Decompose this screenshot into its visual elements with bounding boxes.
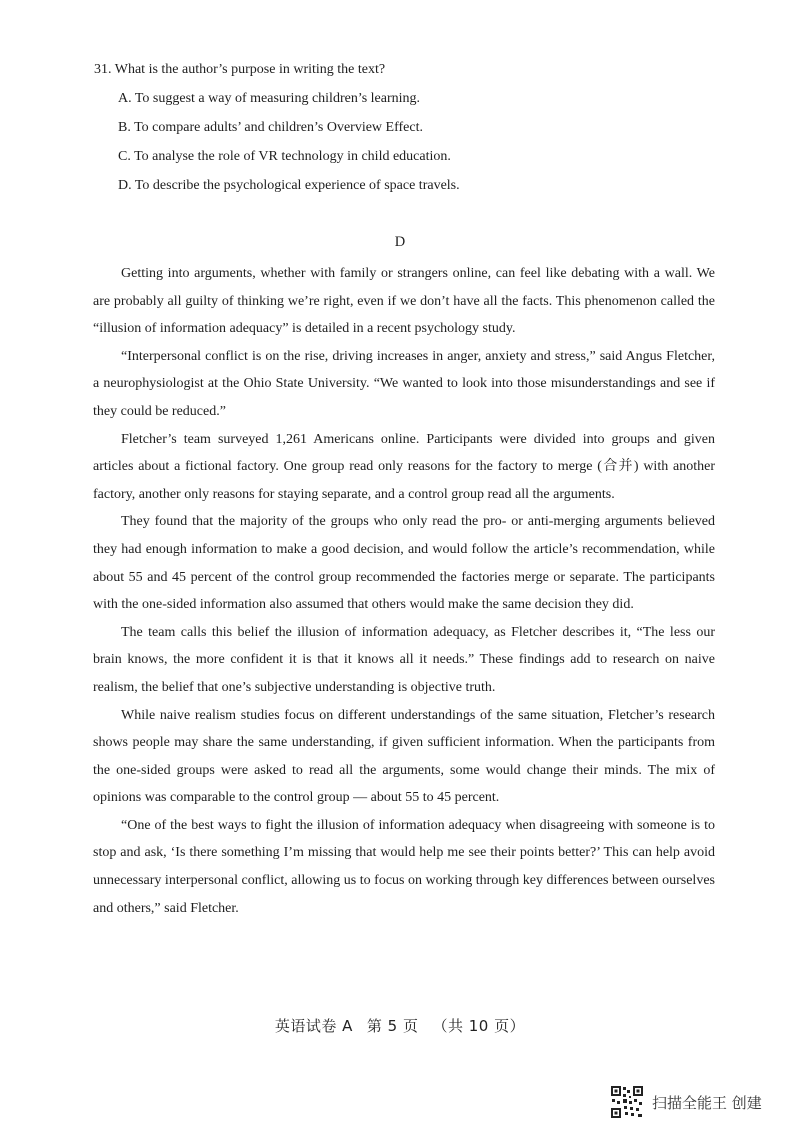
page-total: （共 10 页）: [432, 1017, 526, 1035]
option-a: A. To suggest a way of measuring children’s learning.: [118, 91, 421, 106]
paragraph-7: “One of the best ways to fight the illusion of information adequacy when disagreeing with someone is to stop and ask, ‘Is there something I’m missing that would help me see their points better?’ This can help avoid unnecessary interpersonal conflict, allowing us to focus on working through key differences between ourselves and others,” said Fletcher.: [93, 817, 715, 916]
scanner-watermark: [610, 1085, 762, 1119]
paragraph-6: While naive realism studies focus on different understandings of the same situation, Fletcher’s research shows people may share the same understanding, if given sufficient information. When the participants from the one-sided groups were asked to read all the arguments, some would change their minds. The mix of opinions was comparable to the control group — about 55 to 45 percent.: [93, 707, 715, 806]
paper-title: 英语试卷 A: [274, 1017, 353, 1035]
paragraph-1: Getting into arguments, whether with family or strangers online, can feel like debating with a wall. We are probably all guilty of thinking we’re right, even if we don’t have all the facts. This phenomenon called the “illusion of information adequacy” is detailed in a recent psychology study.: [93, 266, 715, 337]
question-31: [94, 56, 734, 200]
qr-code-icon: [610, 1085, 644, 1119]
page-footer: [0, 1016, 800, 1036]
option-b: B. To compare adults’ and children’s Overview Effect.: [118, 120, 423, 135]
passage-body: [93, 260, 715, 922]
paragraph-4: They found that the majority of the groups who only read the pro- or anti-merging arguments believed they had enough information to make a good decision, and would follow the article’s recommendation, while about 55 and 45 percent of the control group recommended the factories merge or separate. The participants with the one-sided information also assumed that others would make the same decision they did.: [93, 514, 715, 613]
question-stem: 31. What is the author’s purpose in writing the text?: [94, 62, 386, 77]
passage-letter: D: [394, 234, 406, 250]
option-c: C. To analyse the role of VR technology in child education.: [118, 149, 451, 164]
option-d: D. To describe the psychological experience of space travels.: [118, 178, 460, 193]
paragraph-5: The team calls this belief the illusion of information adequacy, as Fletcher describes it, “The less our brain knows, the more confident it is that it knows all it needs.” These findings add to research on naive realism, the belief that one’s subjective understanding is objective truth.: [93, 624, 715, 695]
page-number: 第 5 页: [366, 1017, 419, 1035]
paragraph-2: “Interpersonal conflict is on the rise, driving increases in anger, anxiety and stress,” said Angus Fletcher, a neurophysiologist at the Ohio State University. “We wanted to look into those misunderstandings and see if they could be reduced.”: [93, 348, 715, 419]
watermark-label: 扫描全能王 创建: [652, 1093, 762, 1112]
paragraph-3: Fletcher’s team surveyed 1,261 Americans online. Participants were divided into groups and given articles about a fictional factory. One group read only reasons for the factory to merge (合并) with another factory, another only reasons for staying separate, and a control group read all the arguments.: [93, 431, 715, 502]
